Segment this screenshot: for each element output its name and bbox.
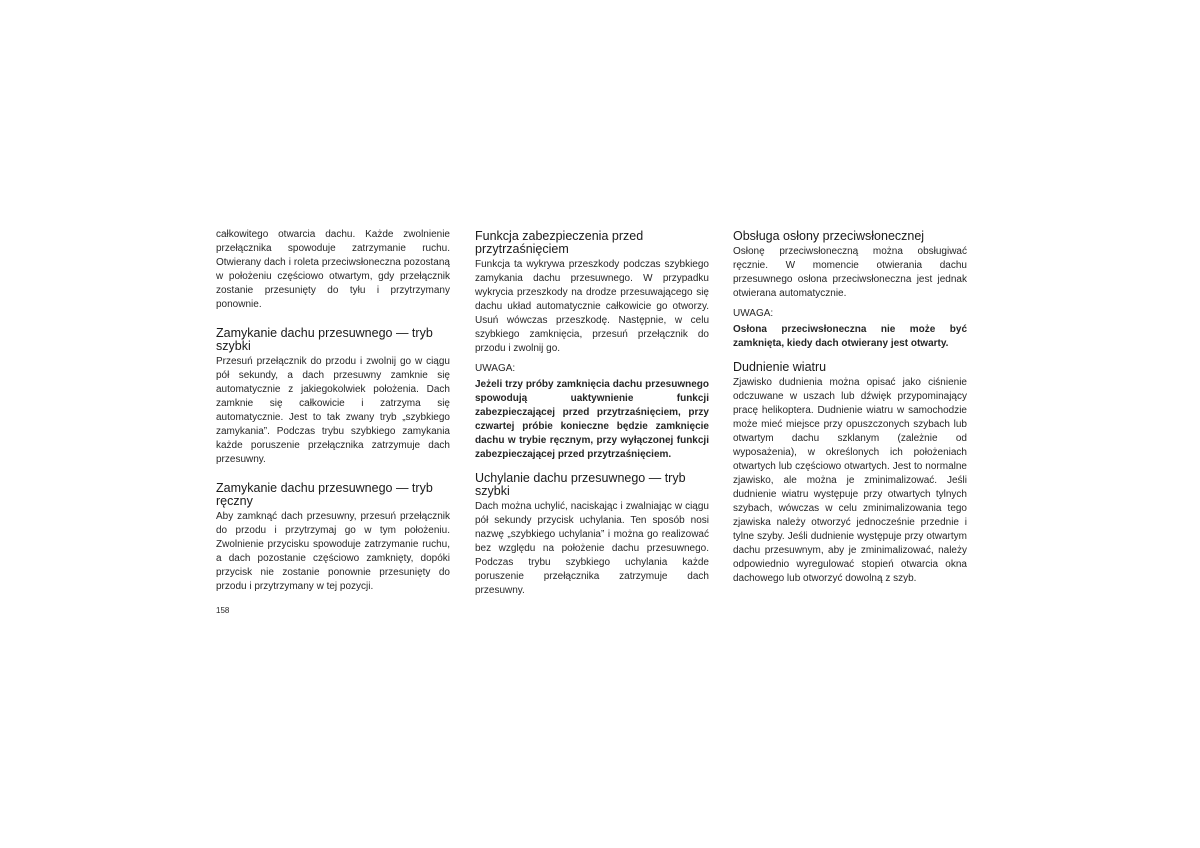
note-label: UWAGA: <box>733 308 774 319</box>
heading-manual-closing: Zamykanie dachu przesuwnego — tryb ręczny <box>216 481 433 508</box>
paragraph-fast-venting: Dach można uchylić, naciskając i zwalniając w ciągu pół sekundy przycisk uchylania. Ten sposób nosi nazwę „szybkiego uchylania” i można go realizować bez względu na położenie dachu przesuwnego. Podczas trybu szybkiego uchylania każde poruszenie przełącznika zatrzymuje dach przesuwny. <box>475 501 709 596</box>
paragraph-pinch-protection: Funkcja ta wykrywa przeszkody podczas szybkiego zamykania dachu przesuwnego. W przypadku wykrycia przeszkody na drodze przesuwającego się dachu układ automatycznie całkowicie go otworzy. Usuń wówczas przeszkodę. Następnie, w celu szybkiego zamknięcia, przesuń przełącznik do przodu i zwolnij go. <box>475 259 709 354</box>
note-pinch-protection: Jeżeli trzy próby zamknięcia dachu przesuwnego spowodują uaktywnienie funkcji zabezpieczającej przed przytrzaśnięciem, przy czwartej próbie konieczne będzie zamknięcie dachu w trybie ręcznym, przy wyłączonej funkcji zabezpieczającej przed przytrzaśnięciem. <box>475 379 709 460</box>
heading-fast-closing: Zamykanie dachu przesuwnego — tryb szybki <box>216 326 433 353</box>
column-left <box>216 228 450 594</box>
heading-sunshade: Obsługa osłony przeciwsłonecznej <box>733 229 925 243</box>
paragraph-manual-closing: Aby zamknąć dach przesuwny, przesuń przełącznik do przodu i przytrzymaj go w tym położeniu. Zwolnienie przycisku spowoduje zatrzymanie ruchu, a dach pozostanie częściowo zamknięty, dopóki przycisk nie zostanie ponownie przesunięty do przodu i przytrzymany w tej pozycji. <box>216 511 450 592</box>
note-label: UWAGA: <box>475 363 516 374</box>
heading-pinch-protection: Funkcja zabezpieczenia przed przytrzaśnięciem <box>475 229 644 256</box>
column-middle <box>475 228 709 598</box>
heading-fast-venting: Uchylanie dachu przesuwnego — tryb szybki <box>475 471 686 498</box>
paragraph-sunshade: Osłonę przeciwsłoneczną można obsługiwać ręcznie. W momencie otwierania dachu przesuwnego osłona przeciwsłoneczna jest jednak otwierana automatycznie. <box>733 246 967 299</box>
paragraph-wind-buffeting: Zjawisko dudnienia można opisać jako ciśnienie odczuwane w uszach lub dźwięk przypominający pracę helikoptera. Dudnienie wiatru w samochodzie może mieć miejsce przy opuszczonych szybach lub otwartym dachu szklanym (zależnie od wyposażenia), w określonych ich położeniach otwartych lub częściowo otwartych. Jest to normalne zjawisko, ale można je zminimalizować. Jeśli dudnienie wiatru występuje przy otwartych tylnych szybach, wówczas w celu zminimalizowania tego zjawiska należy otworzyć jednocześnie przednie i tylne szyby. Jeśli dudnienie występuje przy otwartym dachu przesuwnym, aby je zminimalizować, należy odpowiednio wyregulować stopień otwarcia okna dachowego lub otworzyć dowolną z szyb. <box>733 377 967 584</box>
note-sunshade: Osłona przeciwsłoneczna nie może być zamknięta, kiedy dach otwierany jest otwarty. <box>733 324 967 349</box>
heading-wind-buffeting: Dudnienie wiatru <box>733 360 827 374</box>
intro-paragraph: całkowitego otwarcia dachu. Każde zwolnienie przełącznika spowoduje zatrzymanie ruchu. Otwierany dach i roleta przeciwsłoneczna pozostaną w położeniu częściowo otwartym, gdy przełącznik zostanie przesunięty do tyłu i przytrzymany ponownie. <box>216 229 450 310</box>
page-number: 158 <box>216 606 230 615</box>
paragraph-fast-closing: Przesuń przełącznik do przodu i zwolnij go w ciągu pół sekundy, a dach przesuwny zamknie się automatycznie z jakiegokolwiek położenia. Dach zamknie się całkowicie i zatrzyma się automatycznie. Jest to tak zwany tryb „szybkiego zamykania”. Podczas trybu szybkiego zamykania każde poruszenie przełącznika zatrzymuje dach przesuwny. <box>216 356 450 465</box>
column-right <box>733 228 967 586</box>
